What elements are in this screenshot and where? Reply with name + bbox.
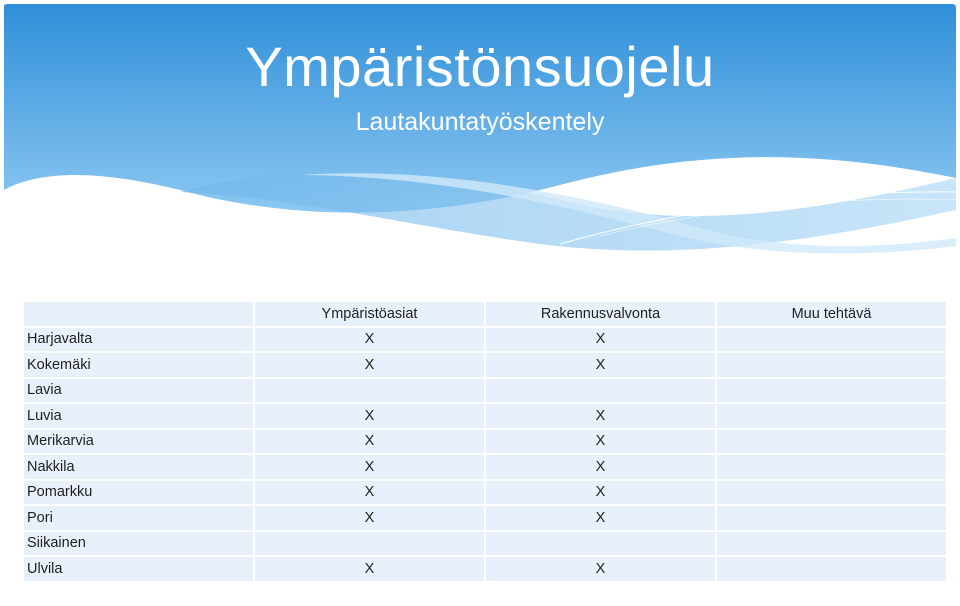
cell-other	[717, 506, 946, 530]
table-row	[24, 430, 946, 454]
table-row	[24, 557, 946, 581]
cell-other	[717, 328, 946, 352]
cell-other	[717, 353, 946, 377]
cell-environment	[255, 532, 484, 556]
cell-building: X	[486, 455, 715, 479]
table-row	[24, 455, 946, 479]
cell-building	[486, 532, 715, 556]
cell-environment: X	[255, 455, 484, 479]
header-municipality	[24, 302, 253, 326]
table-row	[24, 506, 946, 530]
page-subtitle: Lautakuntatyöskentely	[355, 108, 605, 136]
cell-other	[717, 404, 946, 428]
cell-environment: X	[255, 430, 484, 454]
cell-municipality: Merikarvia	[24, 430, 253, 454]
municipality-table-container	[22, 300, 948, 583]
cell-environment: X	[255, 328, 484, 352]
header-environment: Ympäristöasiat	[255, 302, 484, 326]
cell-other	[717, 557, 946, 581]
page-title: Ympäristönsuojelu	[245, 35, 715, 98]
cell-other	[717, 379, 946, 403]
cell-municipality: Lavia	[24, 379, 253, 403]
cell-municipality: Luvia	[24, 404, 253, 428]
cell-building: X	[486, 353, 715, 377]
cell-building: X	[486, 404, 715, 428]
cell-building	[486, 379, 715, 403]
cell-building: X	[486, 557, 715, 581]
cell-other	[717, 430, 946, 454]
cell-other	[717, 455, 946, 479]
header-building-control: Rakennusvalvonta	[486, 302, 715, 326]
cell-environment: X	[255, 557, 484, 581]
table-row	[24, 404, 946, 428]
cell-municipality: Pori	[24, 506, 253, 530]
header-other-task: Muu tehtävä	[717, 302, 946, 326]
table-row	[24, 379, 946, 403]
cell-municipality: Harjavalta	[24, 328, 253, 352]
table-row	[24, 328, 946, 352]
cell-environment: X	[255, 404, 484, 428]
cell-municipality: Siikainen	[24, 532, 253, 556]
cell-other	[717, 532, 946, 556]
cell-building: X	[486, 328, 715, 352]
cell-environment	[255, 379, 484, 403]
cell-building: X	[486, 506, 715, 530]
cell-municipality: Pomarkku	[24, 481, 253, 505]
table-header-row	[24, 302, 946, 326]
cell-environment: X	[255, 353, 484, 377]
cell-building: X	[486, 481, 715, 505]
cell-municipality: Ulvila	[24, 557, 253, 581]
table-row	[24, 353, 946, 377]
cell-municipality: Nakkila	[24, 455, 253, 479]
table-row	[24, 532, 946, 556]
municipality-table	[22, 300, 948, 583]
cell-municipality: Kokemäki	[24, 353, 253, 377]
table-row	[24, 481, 946, 505]
cell-other	[717, 481, 946, 505]
cell-building: X	[486, 430, 715, 454]
cell-environment: X	[255, 506, 484, 530]
cell-environment: X	[255, 481, 484, 505]
